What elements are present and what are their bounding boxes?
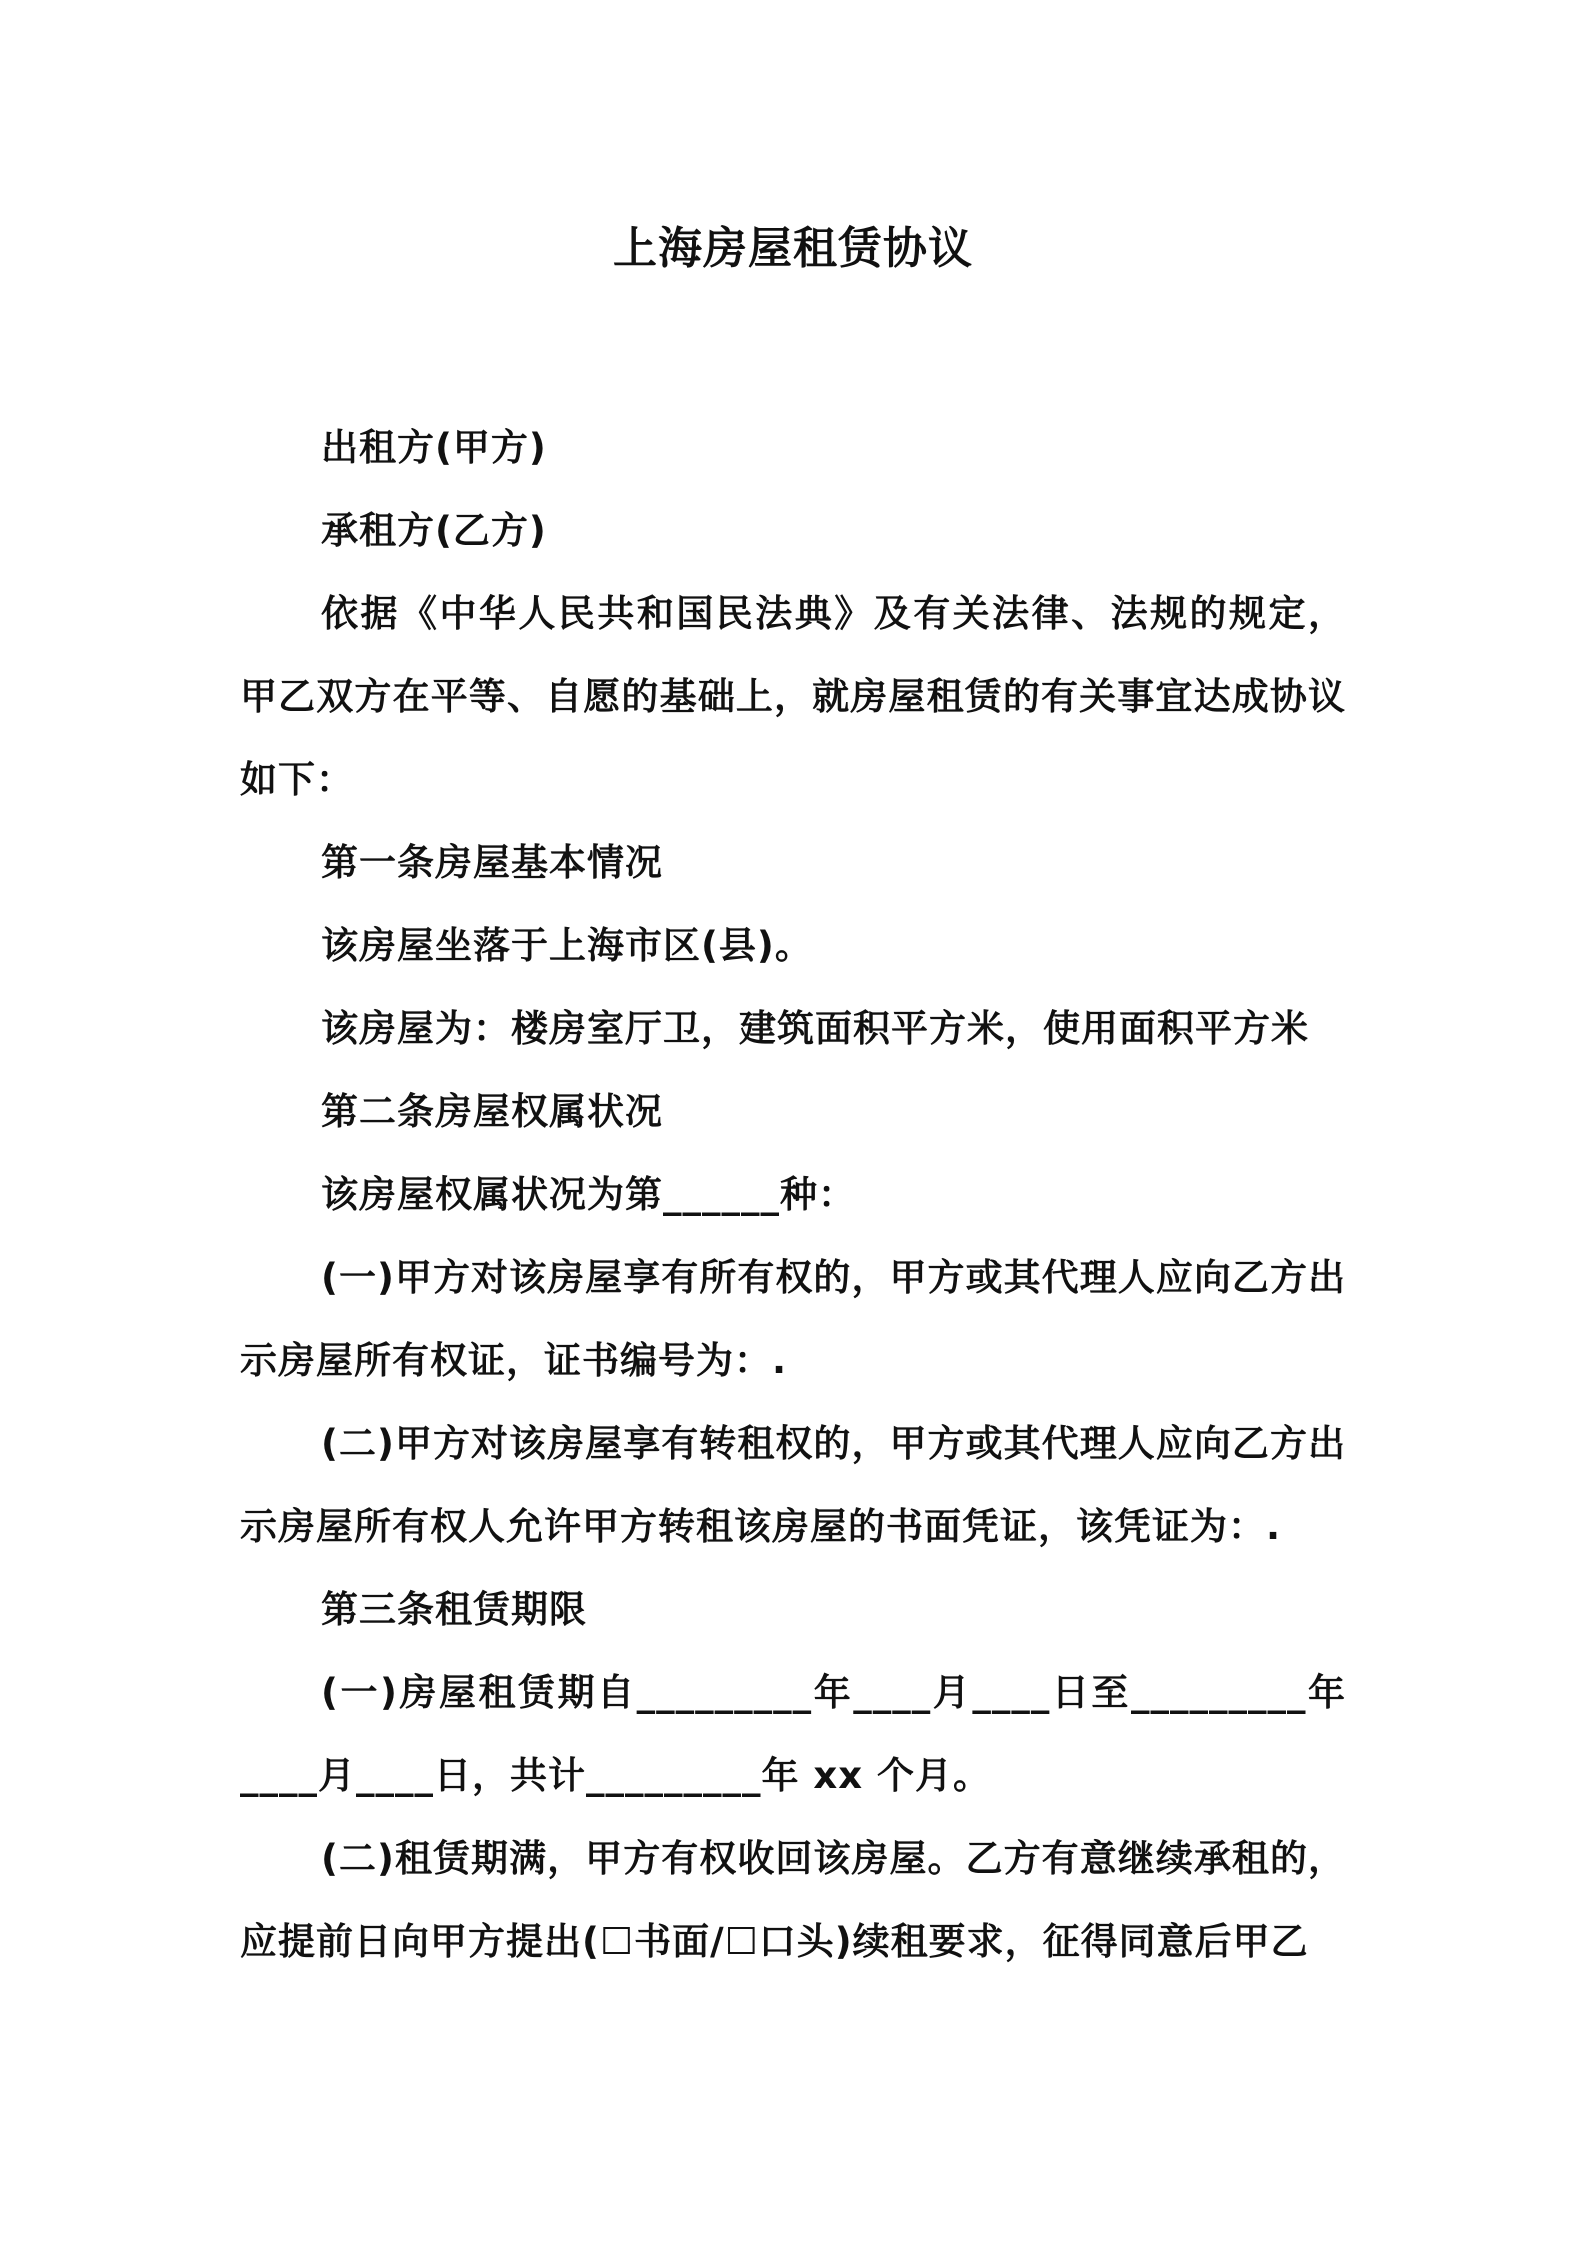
property-location: 该房屋坐落于上海市区(县)。 xyxy=(321,924,813,967)
lessee-line: 承租方(乙方) xyxy=(321,509,547,552)
article-1-heading: 第一条房屋基本情况 xyxy=(321,841,663,884)
document-title: 上海房屋租赁协议 xyxy=(613,223,973,274)
ownership-status: 该房屋权属状况为第______种： xyxy=(321,1173,856,1216)
lease-term-clause-1: (一)房屋租赁期自_________年____月____日至_________年____月____日，共计_________年 xx 个月。 xyxy=(240,1671,1346,1797)
ownership-clause-2: (二)甲方对该房屋享有转租权的，甲方或其代理人应向乙方出示房屋所有权人允许甲方转租该房屋的书面凭证，该凭证为：. xyxy=(240,1422,1346,1548)
lease-term-clause-2: (二)租赁期满，甲方有权收回该房屋。乙方有意继续承租的，应提前日向甲方提出(☐书面/☐口头)续租要求，征得同意后甲乙 xyxy=(240,1837,1346,1963)
lessor-line: 出租方(甲方) xyxy=(321,426,547,469)
article-3-heading: 第三条租赁期限 xyxy=(321,1588,587,1631)
article-2-heading: 第二条房屋权属状况 xyxy=(321,1090,663,1133)
preamble-paragraph: 依据《中华人民共和国民法典》及有关法律、法规的规定，甲乙双方在平等、自愿的基础上，就房屋租赁的有关事宜达成协议如下： xyxy=(240,592,1346,801)
ownership-clause-1: (一)甲方对该房屋享有所有权的，甲方或其代理人应向乙方出示房屋所有权证，证书编号为：. xyxy=(240,1256,1346,1382)
property-description: 该房屋为：楼房室厅卫，建筑面积平方米，使用面积平方米 xyxy=(321,1007,1309,1050)
document-body xyxy=(240,406,1346,1983)
